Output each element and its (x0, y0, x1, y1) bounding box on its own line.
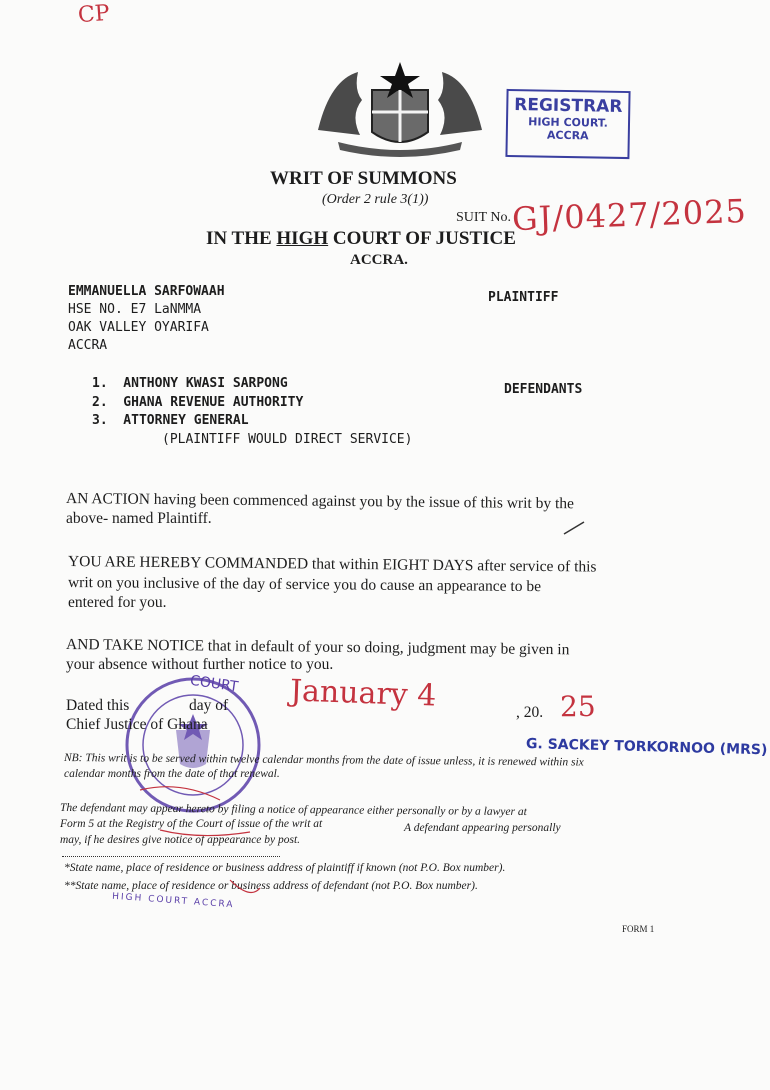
body-para1-line2: above- named Plaintiff. (66, 510, 212, 527)
court-seal-top: COURT (189, 672, 240, 696)
state-note-2: **State name, place of residence or business address of defendant (not P.O. Box number). (64, 880, 478, 892)
defendant-3: 3. ATTORNEY GENERAL (92, 413, 249, 428)
plaintiff-name: EMMANUELLA SARFOWAAH (68, 284, 225, 299)
nb-line2: calendar months from the date of that renewal. (64, 768, 280, 780)
form-label: FORM 1 (622, 924, 655, 934)
defendant-2: 2. GHANA REVENUE AUTHORITY (92, 395, 304, 410)
year-handwritten: 25 (560, 690, 596, 723)
defendants-role: DEFENDANTS (504, 382, 583, 397)
registrar-stamp-line3: ACCRA (546, 128, 589, 143)
plaintiff-address-line3: ACCRA (68, 338, 108, 353)
court-name-high: HIGH (276, 228, 329, 249)
corner-mark: CP (77, 0, 111, 29)
court-name-pre: IN THE (206, 228, 277, 249)
court-seal-bottom: HIGH COURT ACCRA (111, 891, 235, 911)
body-para3-line2: your absence without further notice to you. (66, 656, 334, 673)
coat-of-arms-icon (310, 60, 490, 160)
court-name-post: COURT OF JUSTICE (328, 228, 516, 249)
appearance-line3: may, if he desires give notice of appearance by post. (60, 834, 301, 846)
body-para1-line1: AN ACTION having been commenced against you by the issue of this writ by the (65, 490, 575, 513)
suit-number-label: SUIT No. (456, 210, 511, 225)
handwritten-strokes-icon (100, 770, 300, 910)
year-prefix: , 20. (516, 704, 544, 721)
state-note-1: *State name, place of residence or business address of plaintiff if known (not P.O. Box number). (64, 862, 506, 874)
tick-mark-icon (560, 518, 590, 538)
service-note: (PLAINTIFF WOULD DIRECT SERVICE) (162, 432, 413, 447)
body-para2-line1: YOU ARE HEREBY COMMANDED that within EIGHT DAYS after service of this (67, 553, 597, 576)
registrar-stamp-line2: HIGH COURT. (528, 115, 608, 130)
appearance-line1: The defendant may appear hereto by filing a notice of appearance either personally or by a lawyer at (59, 802, 527, 819)
plaintiff-role: PLAINTIFF (488, 290, 559, 305)
nb-line1: NB: This writ is to be served within twelve calendar months from the date of issue unless, it is renewed within six (63, 752, 584, 769)
order-reference: (Order 2 rule 3(1)) (322, 192, 429, 207)
defendant-1: 1. ANTHONY KWASI SARPONG (92, 376, 288, 391)
registrar-stamp-line1: REGISTRAR (514, 95, 623, 117)
dated-line1-post: day of (189, 697, 229, 714)
date-handwritten: January 4 (289, 673, 437, 714)
signature-stamp: G. SACKEY TORKORNOO (MRS) (525, 736, 768, 759)
court-location: ACCRA. (350, 252, 408, 268)
suit-number-handwritten: GJ/0427/2025 (511, 191, 748, 239)
registrar-stamp (505, 89, 630, 159)
plaintiff-address-line2: OAK VALLEY OYARIFA (68, 320, 209, 335)
appearance-line2a: Form 5 at the Registry of the Court of issue of the writ at (60, 818, 323, 830)
appearance-line2b: A defendant appearing personally (404, 822, 561, 834)
body-para2-line2: writ on you inclusive of the day of service you do cause an appearance to be (67, 574, 542, 596)
plaintiff-address-line1: HSE NO. E7 LaNMMA (68, 302, 202, 317)
document-title: WRIT OF SUMMONS (270, 168, 457, 189)
court-name (206, 228, 516, 250)
dated-line2: Chief Justice of Ghana (66, 716, 208, 733)
body-para3-line1: AND TAKE NOTICE that in default of your so doing, judgment may be given in (65, 636, 570, 659)
body-para2-line3: entered for you. (68, 594, 167, 611)
dated-line1-pre: Dated this (66, 697, 130, 714)
dated-line1 (66, 697, 228, 715)
